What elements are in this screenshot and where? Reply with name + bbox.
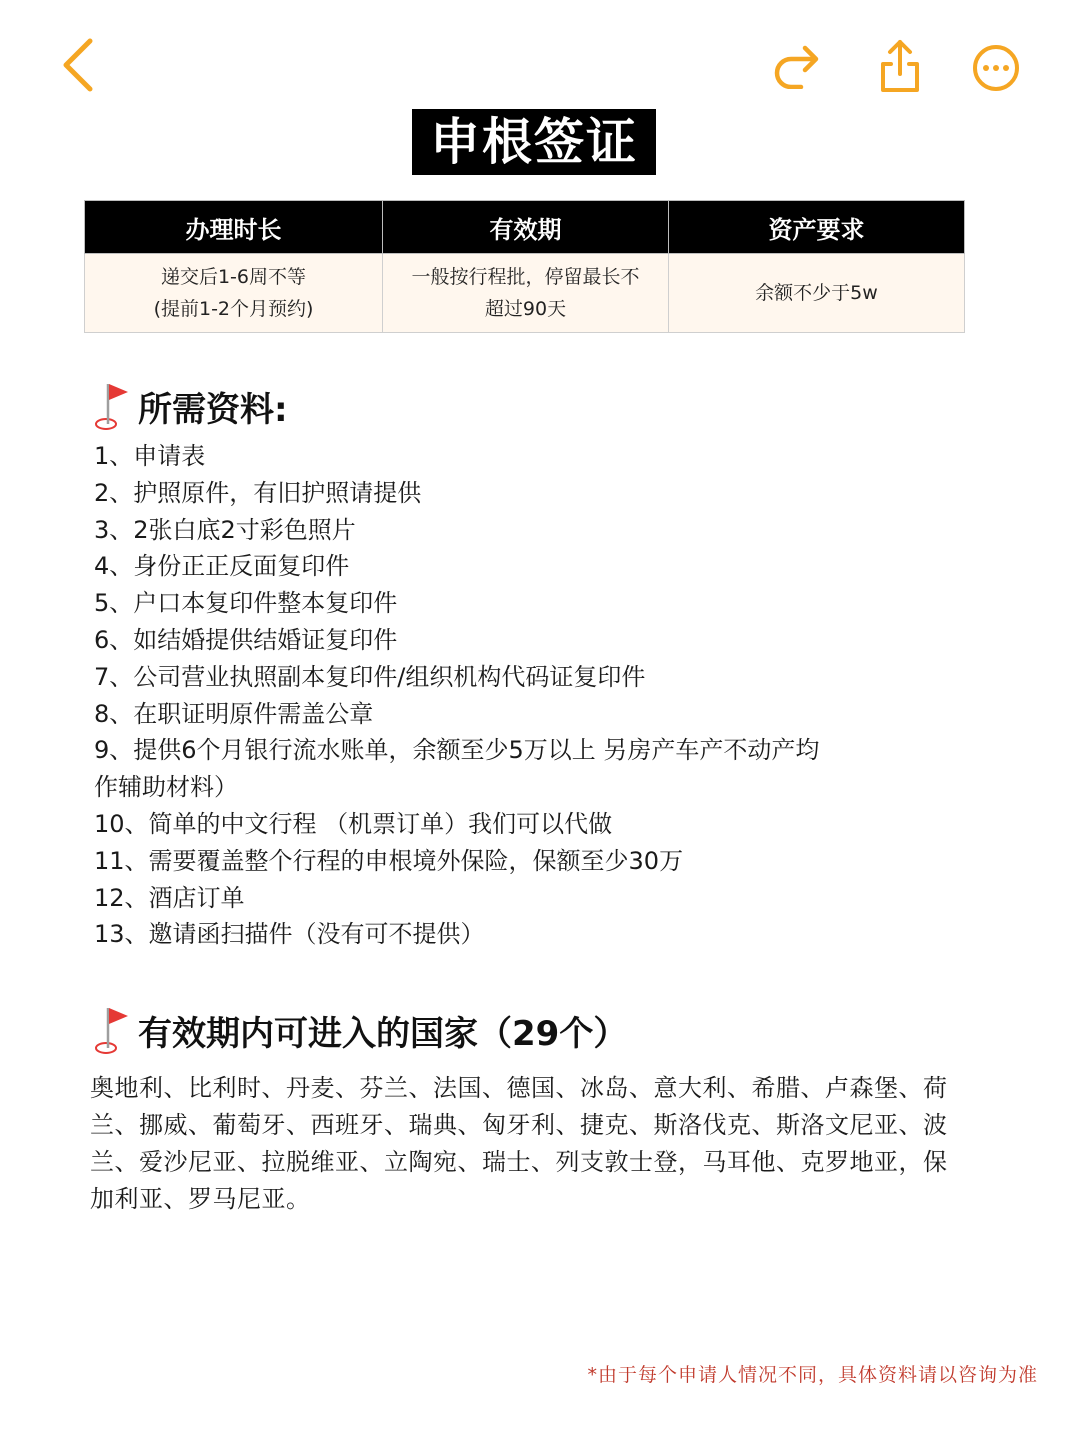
header-validity: 有效期 [383, 201, 669, 254]
top-toolbar [0, 0, 1080, 120]
list-item: 10、简单的中文行程 （机票订单）我们可以代做 [94, 809, 613, 838]
list-item: 9、提供6个月银行流水账单，余额至少5万以上 另房产车产不动产均作辅助材料） [94, 736, 820, 802]
golf-flag-icon [92, 1004, 132, 1056]
redo-button[interactable] [766, 38, 826, 94]
list-item: 3、2张白底2寸彩色照片 [94, 515, 356, 544]
cell-line: 递交后1-6周不等 [160, 266, 307, 288]
cell-processing-time [85, 254, 383, 333]
list-item: 4、身份正正反面复印件 [94, 552, 350, 581]
requirements-heading [92, 378, 288, 434]
header-asset-requirement: 资产要求 [669, 201, 965, 254]
list-item: 1、申请表 [94, 442, 206, 470]
back-button[interactable] [48, 30, 108, 100]
list-item: 5、户口本复印件整本复印件 [94, 589, 398, 618]
cell-line: 一般按行程批，停留最长不 [411, 266, 640, 288]
list-item: 12、酒店订单 [94, 883, 245, 912]
table-header-row [85, 201, 965, 254]
list-item: 8、在职证明原件需盖公章 [94, 699, 374, 728]
cell-asset-requirement [669, 254, 965, 333]
cell-line: (提前1-2个月预约) [153, 298, 314, 320]
list-item: 11、需要覆盖整个行程的申根境外保险，保额至少30万 [94, 846, 684, 875]
cell-validity [383, 254, 669, 333]
cell-line: 超过90天 [484, 298, 567, 320]
countries-heading [92, 1002, 627, 1058]
share-upload-icon [879, 38, 921, 94]
cell-line: 余额不少于5w [755, 282, 878, 304]
more-options-button[interactable] [966, 38, 1026, 98]
redo-arrow-icon [771, 43, 821, 89]
share-button[interactable] [870, 34, 930, 98]
more-ellipsis-circle-icon [971, 43, 1021, 93]
list-item: 2、护照原件，有旧护照请提供 [94, 478, 422, 507]
visa-info-table [84, 200, 965, 333]
golf-flag-icon [92, 380, 132, 432]
countries-heading-text: 有效期内可进入的国家（29个） [138, 1013, 628, 1054]
header-processing-time: 办理时长 [85, 201, 383, 254]
countries-list-text: 奥地利、比利时、丹麦、芬兰、法国、德国、冰岛、意大利、希腊、卢森堡、荷兰、挪威、葡萄牙、西班牙、瑞典、匈牙利、捷克、斯洛伐克、斯洛文尼亚、波兰、爱沙尼亚、拉脱维亚、立陶宛、瑞士、列支敦士登，马耳他、克罗地亚，保加利亚、罗马尼亚。 [90, 1074, 948, 1213]
list-item: 6、如结婚提供结婚证复印件 [94, 625, 398, 654]
list-item: 7、公司营业执照副本复印件/组织机构代码证复印件 [94, 662, 646, 691]
list-item: 13、邀请函扫描件（没有可不提供） [94, 920, 485, 949]
disclaimer-footnote: *由于每个申请人情况不同，具体资料请以咨询为准 [587, 1364, 1038, 1386]
page-title: 申根签证 [412, 109, 656, 175]
requirements-list [94, 438, 974, 953]
table-row [85, 254, 965, 333]
chevron-left-icon [58, 35, 98, 95]
requirements-heading-text: 所需资料: [138, 389, 288, 430]
